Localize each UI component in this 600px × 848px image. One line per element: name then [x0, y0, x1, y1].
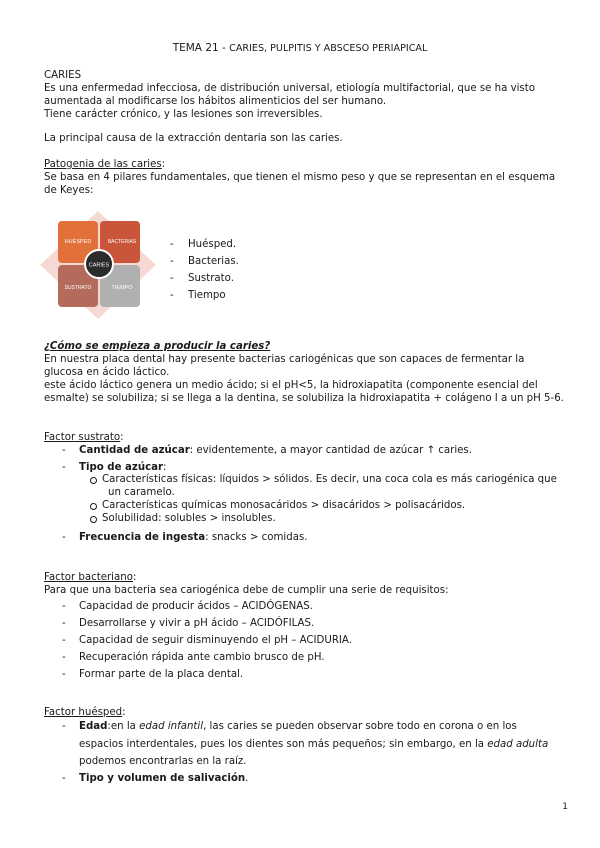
bacteriano-item-5: Formar parte de la placa dental. — [79, 669, 244, 680]
sustrato-cantidad: Cantidad de azúcar: evidentemente, a mayor cantidad de azúcar ↑ caries. — [79, 445, 472, 456]
dash-bullet: - — [62, 773, 66, 784]
keyes-item-sustrato: Sustrato. — [188, 273, 234, 284]
keyes-diagram — [38, 209, 158, 321]
huesped-label: HUÉSPED — [64, 239, 92, 245]
page-title — [0, 42, 600, 54]
como-line-2: glucosa en ácido láctico. — [44, 367, 170, 378]
dash-bullet: - — [62, 601, 66, 612]
keyes-item-huesped: Huésped. — [188, 239, 237, 250]
como-heading: ¿Cómo se empieza a producir la caries? — [44, 341, 271, 352]
bacteriano-item-3: Capacidad de seguir disminuyendo el pH – ACIDURIA. — [79, 635, 352, 646]
como-line-4: esmalte) se solubiliza; si se llega a la dentina, se solubiliza la hidroxiapatita + colágeno I a un pH 5-6. — [44, 393, 564, 404]
huesped-edad-2: espacios interdentales, pues los dientes son más pequeños; sin embargo, en la edad adulta — [79, 739, 549, 750]
dash-bullet: - — [62, 618, 66, 629]
dash-bullet: - — [170, 273, 174, 284]
dash-bullet: - — [170, 239, 174, 250]
keyes-item-tiempo: Tiempo — [188, 290, 226, 301]
sustrato-tipo: Tipo de azúcar: — [79, 462, 167, 473]
circle-bullet — [90, 516, 97, 523]
dash-bullet: - — [62, 669, 66, 680]
huesped-edad: Edad:en la edad infantil, las caries se pueden observar sobre todo en corona o en los — [79, 721, 517, 732]
huesped-tipo: Tipo y volumen de salivación. — [79, 773, 249, 784]
sustrato-sub-3: Solubilidad: solubles > insolubles. — [102, 513, 276, 524]
dash-bullet: - — [62, 462, 66, 473]
sustrato-sub-1: Características físicas: líquidos > sólidos. Es decir, una coca cola es más cariogénica que — [102, 474, 557, 485]
title-sub: CARIES, PULPITIS Y ABSCESO PERIAPICAL — [229, 43, 428, 54]
sustrato-frecuencia: Frecuencia de ingesta: snacks > comidas. — [79, 532, 308, 543]
circle-bullet — [90, 503, 97, 510]
circle-bullet — [90, 477, 97, 484]
dash-bullet: - — [62, 652, 66, 663]
bacteriano-item-2: Desarrollarse y vivir a pH ácido – ACIDÓFILAS. — [79, 618, 315, 629]
dash-bullet: - — [62, 635, 66, 646]
dash-bullet: - — [170, 290, 174, 301]
patogenia-line-1: Se basa en 4 pilares fundamentales, que tienen el mismo peso y que se representan en el esquema — [44, 172, 556, 183]
como-line-3: este ácido láctico genera un medio ácido; si el pH<5, la hidroxiapatita (componente esencial del — [44, 380, 538, 391]
bacteriano-item-4: Recuperación rápida ante cambio brusco de pH. — [79, 652, 325, 663]
caries-line-3: Tiene carácter crónico, y las lesiones son irreversibles. — [44, 109, 323, 120]
caries-heading: CARIES — [44, 70, 82, 81]
sustrato-sub-1b: un caramelo. — [108, 487, 175, 498]
page-number: 1 — [562, 802, 568, 812]
tiempo-label: TIEMPO — [111, 285, 133, 291]
sustrato-sub-2: Características químicas monosacáridos > disacáridos > polisacáridos. — [102, 500, 466, 511]
patogenia-line-2: de Keyes: — [44, 185, 94, 196]
dash-bullet: - — [62, 532, 66, 543]
caries-line-2: aumentada al modificarse los hábitos alimenticios del ser humano. — [44, 96, 387, 107]
caries-center-label: CARIES — [88, 262, 110, 269]
bacteriano-item-1: Capacidad de producir ácidos – ACIDÓGENAS. — [79, 601, 313, 612]
patogenia-heading: Patogenia de las caries: — [44, 159, 166, 170]
como-line-1: En nuestra placa dental hay presente bacterias cariogénicas que son capaces de fermentar la — [44, 354, 525, 365]
huesped-edad-3: podemos encontrarlas en la raíz. — [79, 756, 247, 767]
title-main: TEMA 21 - — [172, 42, 230, 54]
keyes-item-bacterias: Bacterias. — [188, 256, 239, 267]
sustrato-heading: Factor sustrato: — [44, 432, 124, 443]
huesped-heading: Factor huésped: — [44, 707, 126, 718]
dash-bullet: - — [62, 721, 66, 732]
caries-line-1: Es una enfermedad infecciosa, de distribución universal, etiología multifactorial, que se ha visto — [44, 83, 535, 94]
bacteriano-intro: Para que una bacteria sea cariogénica debe de cumplir una serie de requisitos: — [44, 585, 449, 596]
caries-main-cause: La principal causa de la extracción dentaria son las caries. — [44, 133, 343, 144]
bacteriano-heading: Factor bacteriano: — [44, 572, 137, 583]
bacterias-label: BACTERIAS — [107, 239, 137, 245]
sustrato-label: SUSTRATO — [64, 285, 92, 291]
dash-bullet: - — [62, 445, 66, 456]
dash-bullet: - — [170, 256, 174, 267]
